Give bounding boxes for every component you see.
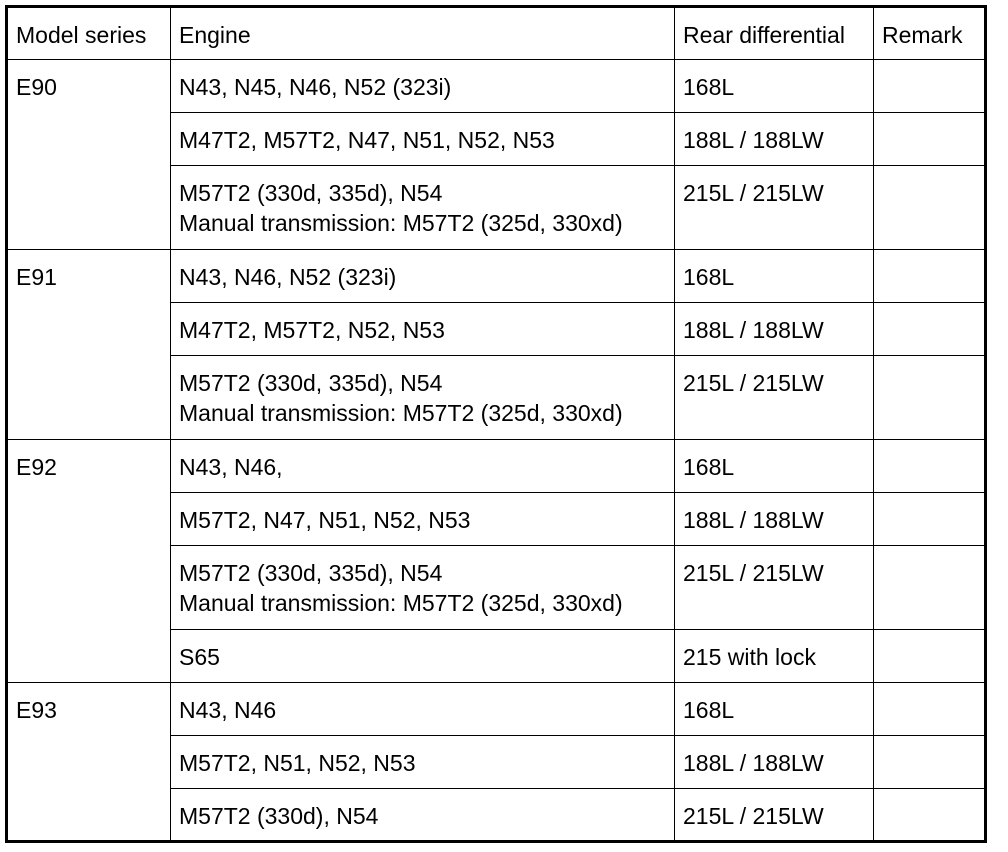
engine-cell — [171, 166, 675, 250]
engine-cell — [171, 736, 675, 789]
remark-cell — [874, 440, 986, 493]
engine-line: M57T2 (330d), N54 — [179, 803, 379, 829]
engine-line: S65 — [179, 644, 220, 670]
engine-cell — [171, 440, 675, 493]
rear-differential-cell: 168L — [675, 440, 874, 493]
table-row — [7, 250, 986, 303]
engine-line: M47T2, M57T2, N47, N51, N52, N53 — [179, 127, 555, 153]
engine-line: M57T2, N47, N51, N52, N53 — [179, 507, 471, 533]
engine-cell — [171, 250, 675, 303]
engine-line: N43, N45, N46, N52 (323i) — [179, 74, 452, 100]
table-body — [7, 60, 986, 842]
remark-cell — [874, 630, 986, 683]
differential-table — [5, 5, 987, 843]
remark-cell — [874, 356, 986, 440]
model-series-cell: E93 — [7, 683, 171, 842]
remark-cell — [874, 736, 986, 789]
rear-differential-cell: 188L / 188LW — [675, 303, 874, 356]
engine-line: Manual transmission: M57T2 (325d, 330xd) — [179, 210, 623, 236]
engine-cell — [171, 683, 675, 736]
rear-differential-cell: 188L / 188LW — [675, 113, 874, 166]
engine-line: N43, N46 — [179, 697, 277, 723]
remark-cell — [874, 493, 986, 546]
remark-cell — [874, 303, 986, 356]
rear-differential-cell: 215L / 215LW — [675, 166, 874, 250]
rear-differential-cell: 168L — [675, 250, 874, 303]
engine-cell — [171, 60, 675, 113]
engine-line: N43, N46, — [179, 454, 283, 480]
rear-differential-cell: 168L — [675, 683, 874, 736]
table-row — [7, 440, 986, 493]
remark-cell — [874, 166, 986, 250]
engine-cell — [171, 630, 675, 683]
engine-cell — [171, 356, 675, 440]
rear-differential-cell: 215L / 215LW — [675, 546, 874, 630]
engine-line: Manual transmission: M57T2 (325d, 330xd) — [179, 590, 623, 616]
header-rear-differential: Rear differential — [675, 7, 874, 60]
remark-cell — [874, 683, 986, 736]
table-row — [7, 60, 986, 113]
rear-differential-cell: 215L / 215LW — [675, 356, 874, 440]
engine-line: Manual transmission: M57T2 (325d, 330xd) — [179, 400, 623, 426]
remark-cell — [874, 789, 986, 842]
engine-line: N43, N46, N52 (323i) — [179, 264, 397, 290]
header-row — [7, 7, 986, 60]
model-series-cell: E92 — [7, 440, 171, 683]
engine-cell — [171, 789, 675, 842]
header-engine: Engine — [171, 7, 675, 60]
header-model-series: Model series — [7, 7, 171, 60]
rear-differential-cell: 215 with lock — [675, 630, 874, 683]
rear-differential-cell: 215L / 215LW — [675, 789, 874, 842]
rear-differential-cell: 168L — [675, 60, 874, 113]
engine-line: M57T2 (330d, 335d), N54 — [179, 560, 443, 586]
engine-cell — [171, 303, 675, 356]
remark-cell — [874, 546, 986, 630]
header-remark: Remark — [874, 7, 986, 60]
model-series-cell: E90 — [7, 60, 171, 250]
engine-cell — [171, 546, 675, 630]
model-series-cell: E91 — [7, 250, 171, 440]
remark-cell — [874, 60, 986, 113]
engine-line: M57T2 (330d, 335d), N54 — [179, 370, 443, 396]
engine-line: M57T2 (330d, 335d), N54 — [179, 180, 443, 206]
engine-line: M47T2, M57T2, N52, N53 — [179, 317, 445, 343]
rear-differential-cell: 188L / 188LW — [675, 736, 874, 789]
remark-cell — [874, 250, 986, 303]
engine-cell — [171, 493, 675, 546]
engine-cell — [171, 113, 675, 166]
engine-line: M57T2, N51, N52, N53 — [179, 750, 416, 776]
remark-cell — [874, 113, 986, 166]
rear-differential-cell: 188L / 188LW — [675, 493, 874, 546]
table-row — [7, 683, 986, 736]
